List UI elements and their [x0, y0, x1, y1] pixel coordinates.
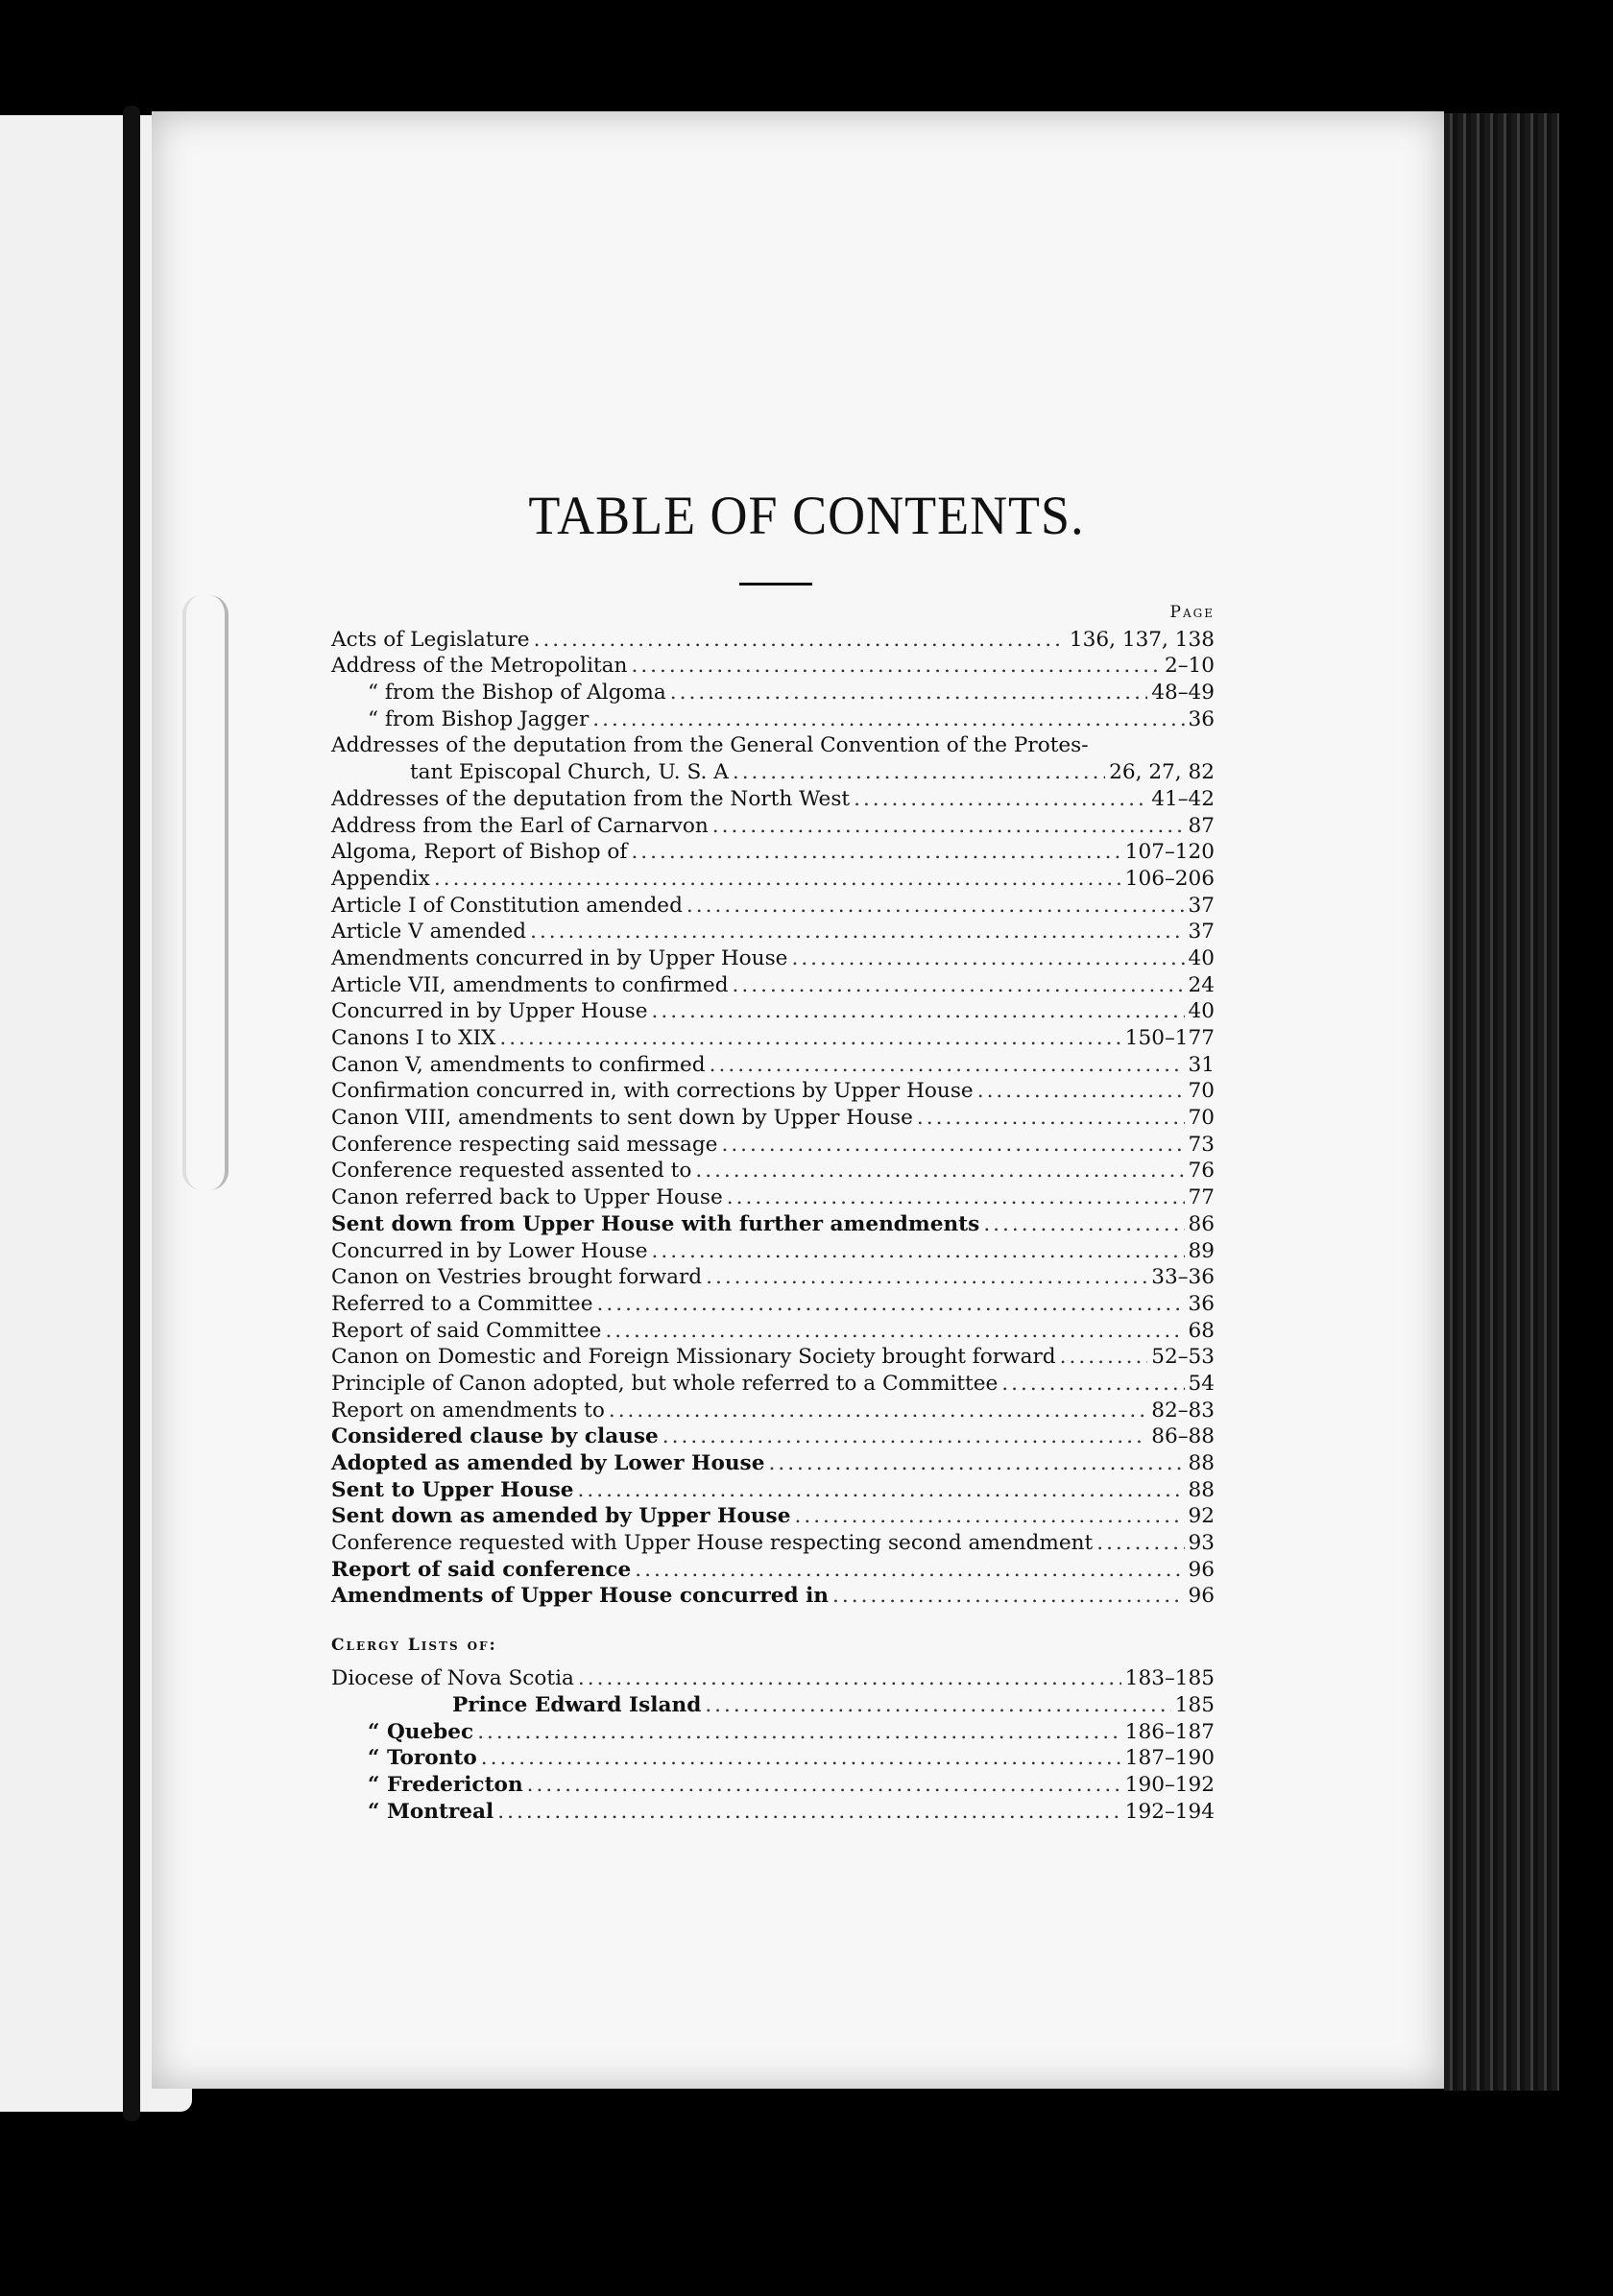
- toc-entry: Adopted as amended by Lower House ..... 88: [331, 1450, 1215, 1477]
- clergy-entry: Diocese of Nova Scotia ..... 183–185: [331, 1665, 1215, 1692]
- toc-entry: Concurred in by Lower House ..... 89: [331, 1238, 1215, 1265]
- toc-entry: Canon on Vestries brought forward ..... 33–36: [331, 1264, 1215, 1291]
- toc-entry: Sent to Upper House ..... 88: [331, 1477, 1215, 1504]
- toc-entry-line: Addresses of the deputation from the General Convention of the Protes-: [331, 733, 1089, 758]
- toc-entry: Report of said Committee ..... 68: [331, 1318, 1215, 1345]
- toc-entry: tant Episcopal Church, U. S. A ..... 26, 27, 82: [331, 759, 1215, 786]
- table-of-contents: [331, 600, 1215, 1825]
- toc-entry: Concurred in by Upper House ..... 40: [331, 998, 1215, 1025]
- toc-entry: Article V amended ..... 37: [331, 919, 1215, 945]
- clergy-entry: “ Quebec ..... 186–187: [331, 1719, 1215, 1746]
- clergy-entry: “ Fredericton ..... 190–192: [331, 1772, 1215, 1799]
- clergy-lists-heading: Clergy Lists of:: [331, 1636, 497, 1656]
- toc-entry: Canon VIII, amendments to sent down by Upper House ..... 70: [331, 1105, 1215, 1132]
- toc-entry: Report on amendments to ..... 82–83: [331, 1398, 1215, 1424]
- page-edges: [1444, 113, 1559, 2091]
- toc-entry: Canon V, amendments to confirmed ..... 31: [331, 1052, 1215, 1079]
- toc-entry: Conference respecting said message ..... 73: [331, 1132, 1215, 1159]
- title-rule: [739, 583, 812, 586]
- toc-entry: “ from the Bishop of Algoma ..... 48–49: [331, 680, 1215, 706]
- toc-entry: Confirmation concurred in, with corrections by Upper House ..... 70: [331, 1078, 1215, 1105]
- toc-entry: Amendments of Upper House concurred in ..... 96: [331, 1583, 1215, 1610]
- clergy-entry: “ Toronto ..... 187–190: [331, 1745, 1215, 1772]
- toc-entry: Principle of Canon adopted, but whole referred to a Committee ..... 54: [331, 1371, 1215, 1398]
- toc-entry: Considered clause by clause ..... 86–88: [331, 1423, 1215, 1450]
- toc-entry: Conference requested assented to ..... 76: [331, 1158, 1215, 1184]
- toc-entry: Report of said conference ..... 96: [331, 1557, 1215, 1584]
- toc-entry: Addresses of the deputation from the North West ..... 41–42: [331, 786, 1215, 813]
- toc-entry: Acts of Legislature ..... 136, 137, 138: [331, 627, 1215, 654]
- toc-entry: Article I of Constitution amended ..... 37: [331, 893, 1215, 920]
- page-title: TABLE OF CONTENTS.: [528, 485, 1085, 546]
- toc-entry: Canon on Domestic and Foreign Missionary Society brought forward ..... 52–53: [331, 1344, 1215, 1371]
- toc-entry: Article VII, amendments to confirmed ..... 24: [331, 972, 1215, 999]
- clergy-entry: Prince Edward Island ..... 185: [331, 1692, 1215, 1719]
- toc-entry: Address of the Metropolitan ..... 2–10: [331, 653, 1215, 680]
- toc-entry: Sent down from Upper House with further amendments ..... 86: [331, 1211, 1215, 1238]
- toc-entry: Algoma, Report of Bishop of ..... 107–120: [331, 839, 1215, 866]
- toc-entry: Canon referred back to Upper House ..... 77: [331, 1184, 1215, 1211]
- toc-entry: Amendments concurred in by Upper House ..... 40: [331, 945, 1215, 972]
- page-column-header: Page: [1169, 603, 1215, 622]
- toc-entry: Referred to a Committee ..... 36: [331, 1291, 1215, 1318]
- toc-entry: Appendix ..... 106–206: [331, 866, 1215, 893]
- toc-entry: Conference requested with Upper House respecting second amendment ..... 93: [331, 1530, 1215, 1557]
- clergy-entry: “ Montreal ..... 192–194: [331, 1799, 1215, 1826]
- toc-entry: Canons I to XIX ..... 150–177: [331, 1025, 1215, 1052]
- toc-entry: Address from the Earl of Carnarvon ..... 87: [331, 813, 1215, 840]
- toc-entry: “ from Bishop Jagger ..... 36: [331, 706, 1215, 733]
- binding-string: [182, 595, 229, 1190]
- book-gutter: [123, 106, 140, 2121]
- toc-entry: Sent down as amended by Upper House ..... 92: [331, 1503, 1215, 1530]
